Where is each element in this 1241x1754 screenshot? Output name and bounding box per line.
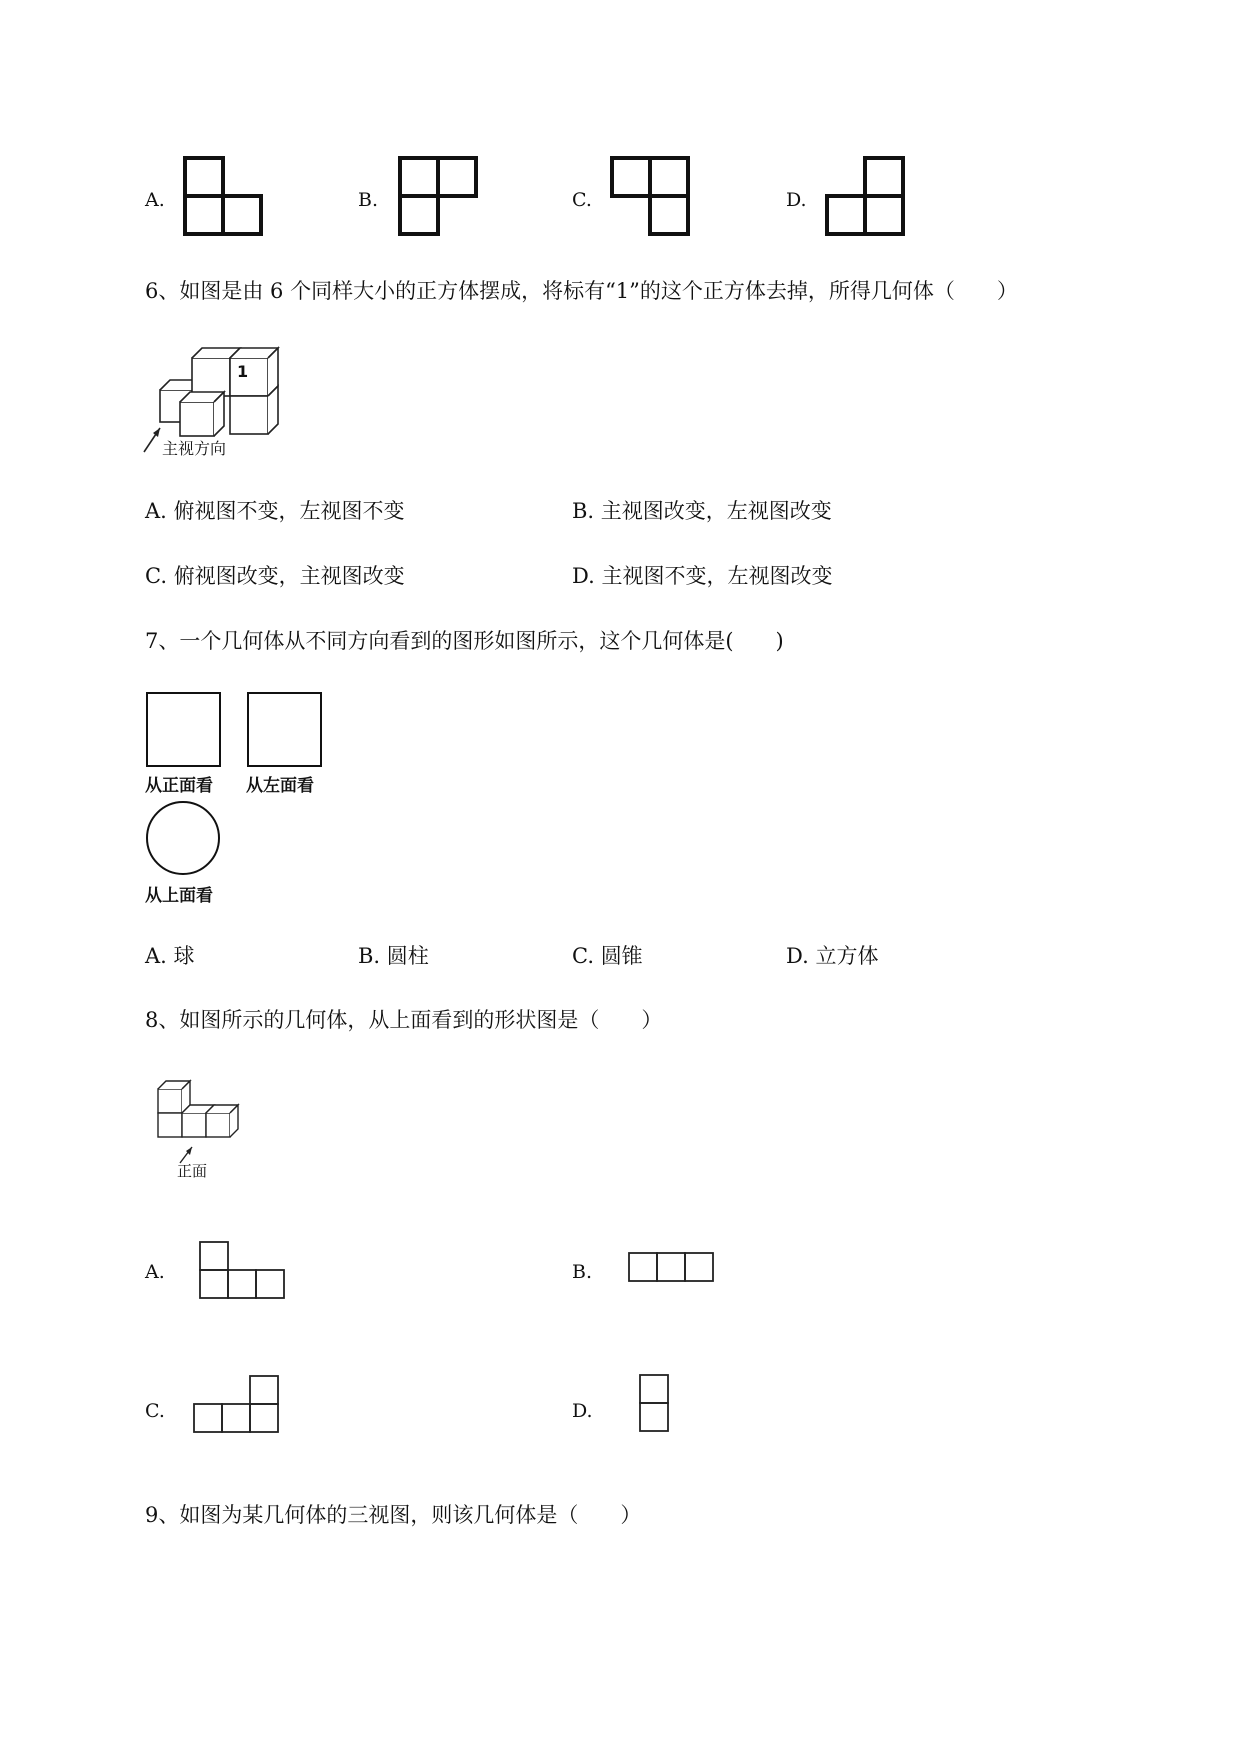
q8-option-b-shape: [628, 1252, 716, 1286]
q7-question: 7、一个几何体从不同方向看到的图形如图所示，这个几何体是( ): [145, 629, 784, 653]
q8-option-d-shape: [639, 1374, 671, 1436]
q7-top-view-circle: [146, 801, 222, 877]
q7-option-d-text: 立方体: [815, 944, 879, 968]
q7-option-a-letter: A.: [145, 944, 167, 968]
q7-front-view-label: 从正面看: [145, 776, 213, 796]
q7-option-c-letter: C.: [572, 944, 594, 968]
q6-cube-number-label: 1: [237, 362, 249, 381]
q9-question: 9、如图为某几何体的三视图，则该几何体是（ ）: [145, 1503, 642, 1527]
q7-option-b: [358, 943, 429, 969]
q8-question: 8、如图所示的几何体，从上面看到的形状图是（ ）: [145, 1008, 663, 1032]
q6-direction-label: 主视方向: [162, 439, 227, 458]
q8-option-c-shape: [193, 1375, 281, 1437]
q6-option-b: [572, 498, 832, 524]
q6-option-a: [145, 498, 405, 524]
q6-option-a-text: 俯视图不变，左视图不变: [173, 499, 405, 523]
q8-option-d-letter: D.: [572, 1400, 593, 1422]
q7-top-view-label: 从上面看: [145, 886, 213, 906]
q5-option-d-letter: D.: [786, 189, 807, 211]
q5-option-c-letter: C.: [572, 189, 592, 211]
q7-option-d-letter: D.: [786, 944, 809, 968]
q7-option-d: [786, 943, 878, 969]
q6-option-d: [572, 563, 832, 589]
l-shape-option-a-icon: [183, 156, 267, 240]
l-shape-option-c-icon: [610, 156, 694, 240]
q7-option-c-text: 圆锥: [600, 944, 643, 968]
l-shape-option-d-icon: [825, 156, 909, 240]
q8-direction-label: 正面: [177, 1162, 208, 1180]
q6-option-c-text: 俯视图改变，主视图改变: [173, 564, 405, 588]
q7-option-a-text: 球: [173, 944, 195, 968]
q6-option-d-text: 主视图不变，左视图改变: [601, 564, 833, 588]
q7-left-view-square: [247, 692, 323, 768]
q6-option-c: [145, 563, 405, 589]
q7-option-a: [145, 943, 195, 969]
q6-option-b-text: 主视图改变，左视图改变: [600, 499, 832, 523]
q7-option-c: [572, 943, 643, 969]
q7-left-view-label: 从左面看: [246, 776, 314, 796]
q8-option-b-letter: B.: [572, 1261, 593, 1283]
q6-option-c-letter: C.: [145, 564, 167, 588]
q5-option-b-letter: B.: [358, 189, 379, 211]
q7-option-b-letter: B.: [358, 944, 381, 968]
q6-option-d-letter: D.: [572, 564, 595, 588]
l-shape-option-b-icon: [398, 156, 482, 240]
q7-option-b-text: 圆柱: [386, 944, 429, 968]
q6-question: 6、如图是由 6 个同样大小的正方体摆成，将标有“1”的这个正方体去掉，所得几何体（ ）: [145, 279, 1018, 303]
q7-front-view-square: [146, 692, 222, 768]
q8-option-a-shape: [199, 1241, 287, 1303]
q8-option-a-letter: A.: [145, 1261, 165, 1283]
q6-option-b-letter: B.: [572, 499, 595, 523]
q5-option-a-letter: A.: [145, 189, 165, 211]
q6-option-a-letter: A.: [145, 499, 167, 523]
q8-option-c-letter: C.: [145, 1400, 165, 1422]
